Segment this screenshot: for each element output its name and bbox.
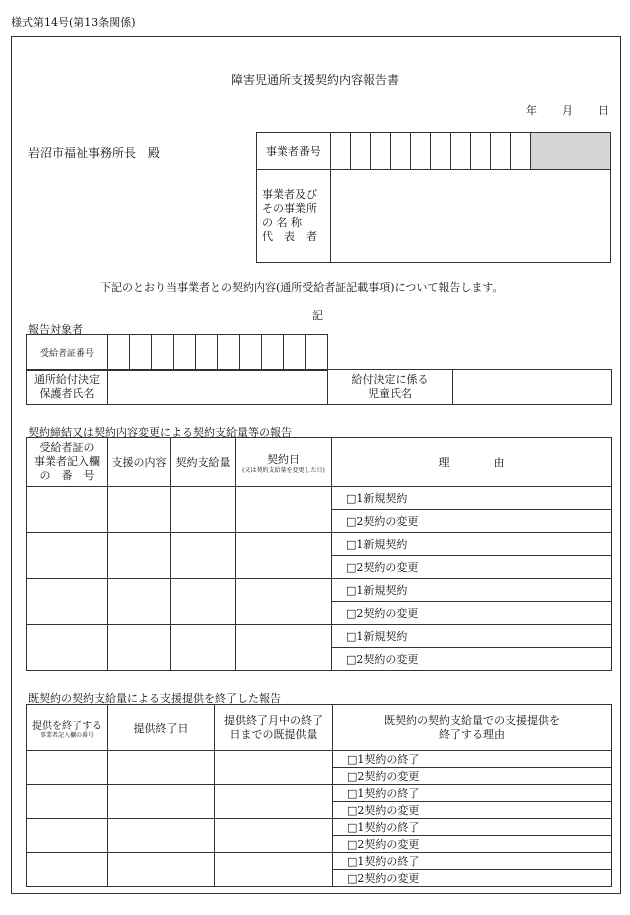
cert-number-digit[interactable] bbox=[108, 335, 130, 371]
cell[interactable] bbox=[108, 751, 215, 785]
reason-contract-change[interactable]: □2契約の変更 bbox=[333, 768, 612, 785]
date-month: 月 bbox=[562, 104, 573, 117]
date-day: 日 bbox=[598, 104, 609, 117]
col-reason: 理 由 bbox=[332, 438, 612, 487]
label-line: 保護者氏名 bbox=[39, 387, 95, 400]
col-support-content: 支援の内容 bbox=[108, 438, 171, 487]
label-line: の 名 称 bbox=[262, 216, 302, 229]
cell[interactable] bbox=[27, 751, 108, 785]
target-heading: 報告対象者 bbox=[28, 323, 83, 336]
label-line: 通所給付決定 bbox=[34, 373, 100, 386]
reason-new[interactable]: □1新規契約 bbox=[332, 533, 612, 556]
reason-new[interactable]: □1新規契約 bbox=[332, 625, 612, 648]
cert-number-digit[interactable] bbox=[240, 335, 262, 371]
col-termination-entry-number bbox=[27, 705, 108, 751]
child-name-field[interactable] bbox=[453, 370, 612, 405]
cell[interactable] bbox=[171, 579, 236, 625]
provider-number-label: 事業者番号 bbox=[257, 133, 331, 170]
col-contract-amount: 契約支給量 bbox=[171, 438, 236, 487]
cell[interactable] bbox=[215, 819, 333, 853]
section2-heading: 既契約の契約支給量による支援提供を終了した報告 bbox=[28, 692, 281, 705]
cert-number-label: 受給者証番号 bbox=[27, 335, 108, 371]
header-line: の 番 号 bbox=[39, 469, 95, 482]
cell[interactable] bbox=[171, 625, 236, 671]
cell[interactable] bbox=[108, 533, 171, 579]
header-line: 日までの既提供量 bbox=[229, 727, 318, 741]
contract-table bbox=[26, 437, 612, 671]
col-provided-amount bbox=[215, 705, 333, 751]
provider-number-digit[interactable] bbox=[510, 133, 530, 170]
date-year: 年 bbox=[526, 104, 537, 117]
guardian-name-field[interactable] bbox=[108, 370, 328, 405]
cell[interactable] bbox=[27, 785, 108, 819]
guardian-table bbox=[26, 369, 612, 405]
cell[interactable] bbox=[108, 819, 215, 853]
header-line: 契約日 bbox=[267, 452, 300, 466]
cell[interactable] bbox=[215, 785, 333, 819]
section1-heading: 契約締結又は契約内容変更による契約支給量等の報告 bbox=[28, 426, 292, 439]
reason-contract-change[interactable]: □2契約の変更 bbox=[333, 836, 612, 853]
reason-change[interactable]: □2契約の変更 bbox=[332, 648, 612, 671]
cell[interactable] bbox=[236, 579, 332, 625]
label-line: 児童氏名 bbox=[368, 387, 412, 400]
label-line: 代 表 者 bbox=[262, 230, 317, 243]
cell[interactable] bbox=[27, 853, 108, 887]
cert-table bbox=[26, 334, 328, 371]
termination-table bbox=[26, 704, 612, 887]
cell[interactable] bbox=[27, 625, 108, 671]
reason-contract-end[interactable]: □1契約の終了 bbox=[333, 751, 612, 768]
form-label: 様式第14号(第13条関係) bbox=[11, 16, 136, 29]
cell[interactable] bbox=[236, 533, 332, 579]
provider-number-digit[interactable] bbox=[450, 133, 470, 170]
cert-number-digit[interactable] bbox=[152, 335, 174, 371]
reason-change[interactable]: □2契約の変更 bbox=[332, 556, 612, 579]
header-line: 提供を終了する bbox=[32, 720, 102, 732]
cell[interactable] bbox=[108, 625, 171, 671]
provider-number-digit[interactable] bbox=[410, 133, 430, 170]
provider-table bbox=[256, 132, 611, 263]
child-label bbox=[328, 370, 453, 405]
reason-contract-end[interactable]: □1契約の終了 bbox=[333, 853, 612, 870]
reason-contract-change[interactable]: □2契約の変更 bbox=[333, 802, 612, 819]
provider-number-digit[interactable] bbox=[350, 133, 370, 170]
provider-number-digit[interactable] bbox=[330, 133, 350, 170]
cell[interactable] bbox=[27, 579, 108, 625]
reason-change[interactable]: □2契約の変更 bbox=[332, 510, 612, 533]
addressee: 岩沼市福祉事務所長 殿 bbox=[28, 146, 161, 160]
label-line: 事業者及び bbox=[262, 188, 317, 201]
label-line: その事業所 bbox=[262, 202, 317, 215]
cell[interactable] bbox=[27, 533, 108, 579]
header-note: (又は契約支給量を変更した日) bbox=[242, 466, 325, 474]
reason-new[interactable]: □1新規契約 bbox=[332, 579, 612, 602]
cert-number-digit[interactable] bbox=[218, 335, 240, 371]
intro-text: 下記のとおり当事業者との契約内容(通所受給者証記載事項)について報告します。 bbox=[100, 281, 504, 294]
provider-number-digit[interactable] bbox=[370, 133, 390, 170]
cert-number-digit[interactable] bbox=[262, 335, 284, 371]
col-cert-entry-number bbox=[27, 438, 108, 487]
header-line: 既契約の契約支給量での支援提供を bbox=[384, 713, 560, 727]
cell[interactable] bbox=[171, 533, 236, 579]
cell[interactable] bbox=[215, 751, 333, 785]
cert-number-digit[interactable] bbox=[284, 335, 306, 371]
reason-contract-end[interactable]: □1契約の終了 bbox=[333, 785, 612, 802]
provider-number-digit[interactable] bbox=[490, 133, 510, 170]
cell[interactable] bbox=[171, 487, 236, 533]
cert-number-digit[interactable] bbox=[174, 335, 196, 371]
reason-change[interactable]: □2契約の変更 bbox=[332, 602, 612, 625]
cell[interactable] bbox=[108, 853, 215, 887]
header-line: 受給者証の bbox=[39, 441, 95, 454]
cell[interactable] bbox=[27, 819, 108, 853]
cell[interactable] bbox=[108, 579, 171, 625]
col-contract-date bbox=[236, 438, 332, 487]
provider-name-field[interactable] bbox=[330, 170, 610, 263]
cell[interactable] bbox=[236, 487, 332, 533]
provider-number-shaded bbox=[530, 133, 610, 170]
header-line: 事業者記入欄 bbox=[34, 455, 100, 468]
col-end-date: 提供終了日 bbox=[108, 705, 215, 751]
provider-number-digit[interactable] bbox=[430, 133, 450, 170]
header-line: 提供終了月中の終了 bbox=[224, 713, 323, 727]
cert-number-digit[interactable] bbox=[306, 335, 328, 371]
cert-number-digit[interactable] bbox=[130, 335, 152, 371]
ki-mark: 記 bbox=[312, 309, 323, 322]
cell[interactable] bbox=[215, 853, 333, 887]
header-line: 終了する理由 bbox=[439, 727, 505, 741]
cell[interactable] bbox=[27, 487, 108, 533]
provider-number-digit[interactable] bbox=[470, 133, 490, 170]
provider-name-label bbox=[257, 170, 331, 263]
reason-new[interactable]: □1新規契約 bbox=[332, 487, 612, 510]
reason-contract-end[interactable]: □1契約の終了 bbox=[333, 819, 612, 836]
header-note: 事業者記入欄の番号 bbox=[39, 731, 94, 739]
col-termination-reason bbox=[333, 705, 612, 751]
cert-number-digit[interactable] bbox=[196, 335, 218, 371]
reason-contract-change[interactable]: □2契約の変更 bbox=[333, 870, 612, 887]
cell[interactable] bbox=[108, 487, 171, 533]
provider-number-digit[interactable] bbox=[390, 133, 410, 170]
guardian-label bbox=[27, 370, 108, 405]
label-line: 給付決定に係る bbox=[351, 373, 429, 386]
page-title: 障害児通所支援契約内容報告書 bbox=[230, 73, 399, 87]
cell[interactable] bbox=[236, 625, 332, 671]
cell[interactable] bbox=[108, 785, 215, 819]
